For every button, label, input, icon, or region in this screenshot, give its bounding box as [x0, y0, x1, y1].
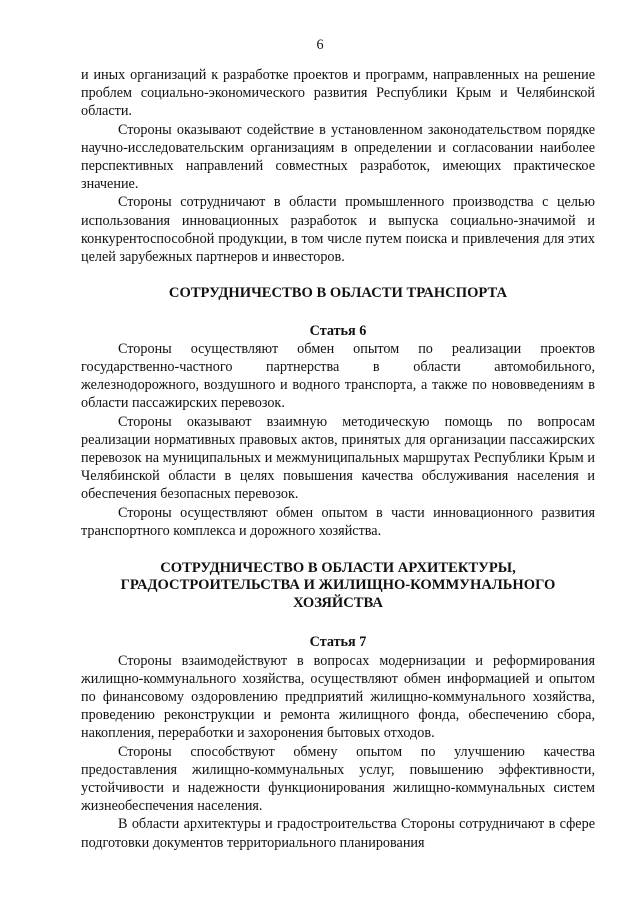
section-heading-architecture [81, 560, 595, 612]
paragraph: Стороны осуществляют обмен опытом по реализации проектов государственно-частного партнерства в области автомобильного, железнодорожного, воздушного и водного транспорта, а также по нововведениям в области пассажирских перевозок. [81, 340, 595, 412]
paragraph: Стороны взаимодействуют в вопросах модернизации и реформирования жилищно-коммунального хозяйства, осуществляют обмен информацией и опытом по финансовому оздоровлению предприятий жилищно-коммунального хозяйства, проведению реконструкции и ремонта жилищного фонда, обеспечению сбора, накопления, переработки и захоронения бытовых отходов. [81, 652, 595, 742]
paragraph: Стороны оказывают взаимную методическую помощь по вопросам реализации нормативных правовых актов, принятых для организации пассажирских перевозок на муниципальных и межмуниципальных маршрутах Республики Крым и Челябинской области в целях повышения качества обслуживания населения и обеспечения безопасных перевозок. [81, 413, 595, 503]
page-number: 6 [316, 37, 324, 53]
section-heading-line: ХОЗЯЙСТВА [293, 594, 383, 611]
section-heading-transport: СОТРУДНИЧЕСТВО В ОБЛАСТИ ТРАНСПОРТА [168, 285, 508, 302]
section-heading-line: ГРАДОСТРОИТЕЛЬСТВА И ЖИЛИЩНО-КОММУНАЛЬНОГО [120, 577, 556, 594]
paragraph: и иных организаций к разработке проектов и программ, направленных на решение проблем социально-экономического развития Республики Крым и Челябинской области. [81, 67, 595, 120]
paragraph: Стороны способствуют обмену опытом по улучшению качества предоставления жилищно-коммунальных услуг, повышению эффективности, устойчивости и надежности функционирования жилищно-коммунальных систем жизнеобеспечения населения. [81, 743, 595, 815]
section-heading-line: СОТРУДНИЧЕСТВО В ОБЛАСТИ АРХИТЕКТУРЫ, [160, 560, 516, 577]
document-body [81, 66, 595, 852]
paragraph: Стороны осуществляют обмен опытом в части инновационного развития транспортного комплекса и дорожного хозяйства. [81, 504, 595, 539]
paragraph: Стороны оказывают содействие в установленном законодательством порядке научно-исследовательским организациям в определении и согласовании наиболее перспективных направлений совместных разработок, имеющих практическое значение. [81, 121, 595, 193]
paragraph: В области архитектуры и градостроительства Стороны сотрудничают в сфере подготовки документов территориального планирования [81, 816, 595, 851]
article-heading-7: Статья 7 [309, 634, 367, 651]
article-heading-6: Статья 6 [309, 322, 367, 339]
paragraph: Стороны сотрудничают в области промышленного производства с целью использования инновационных разработок и выпуска социально-значимой и конкурентоспособной продукции, в том числе путем поиска и привлечения для этих целей зарубежных партнеров и инвесторов. [81, 194, 595, 266]
